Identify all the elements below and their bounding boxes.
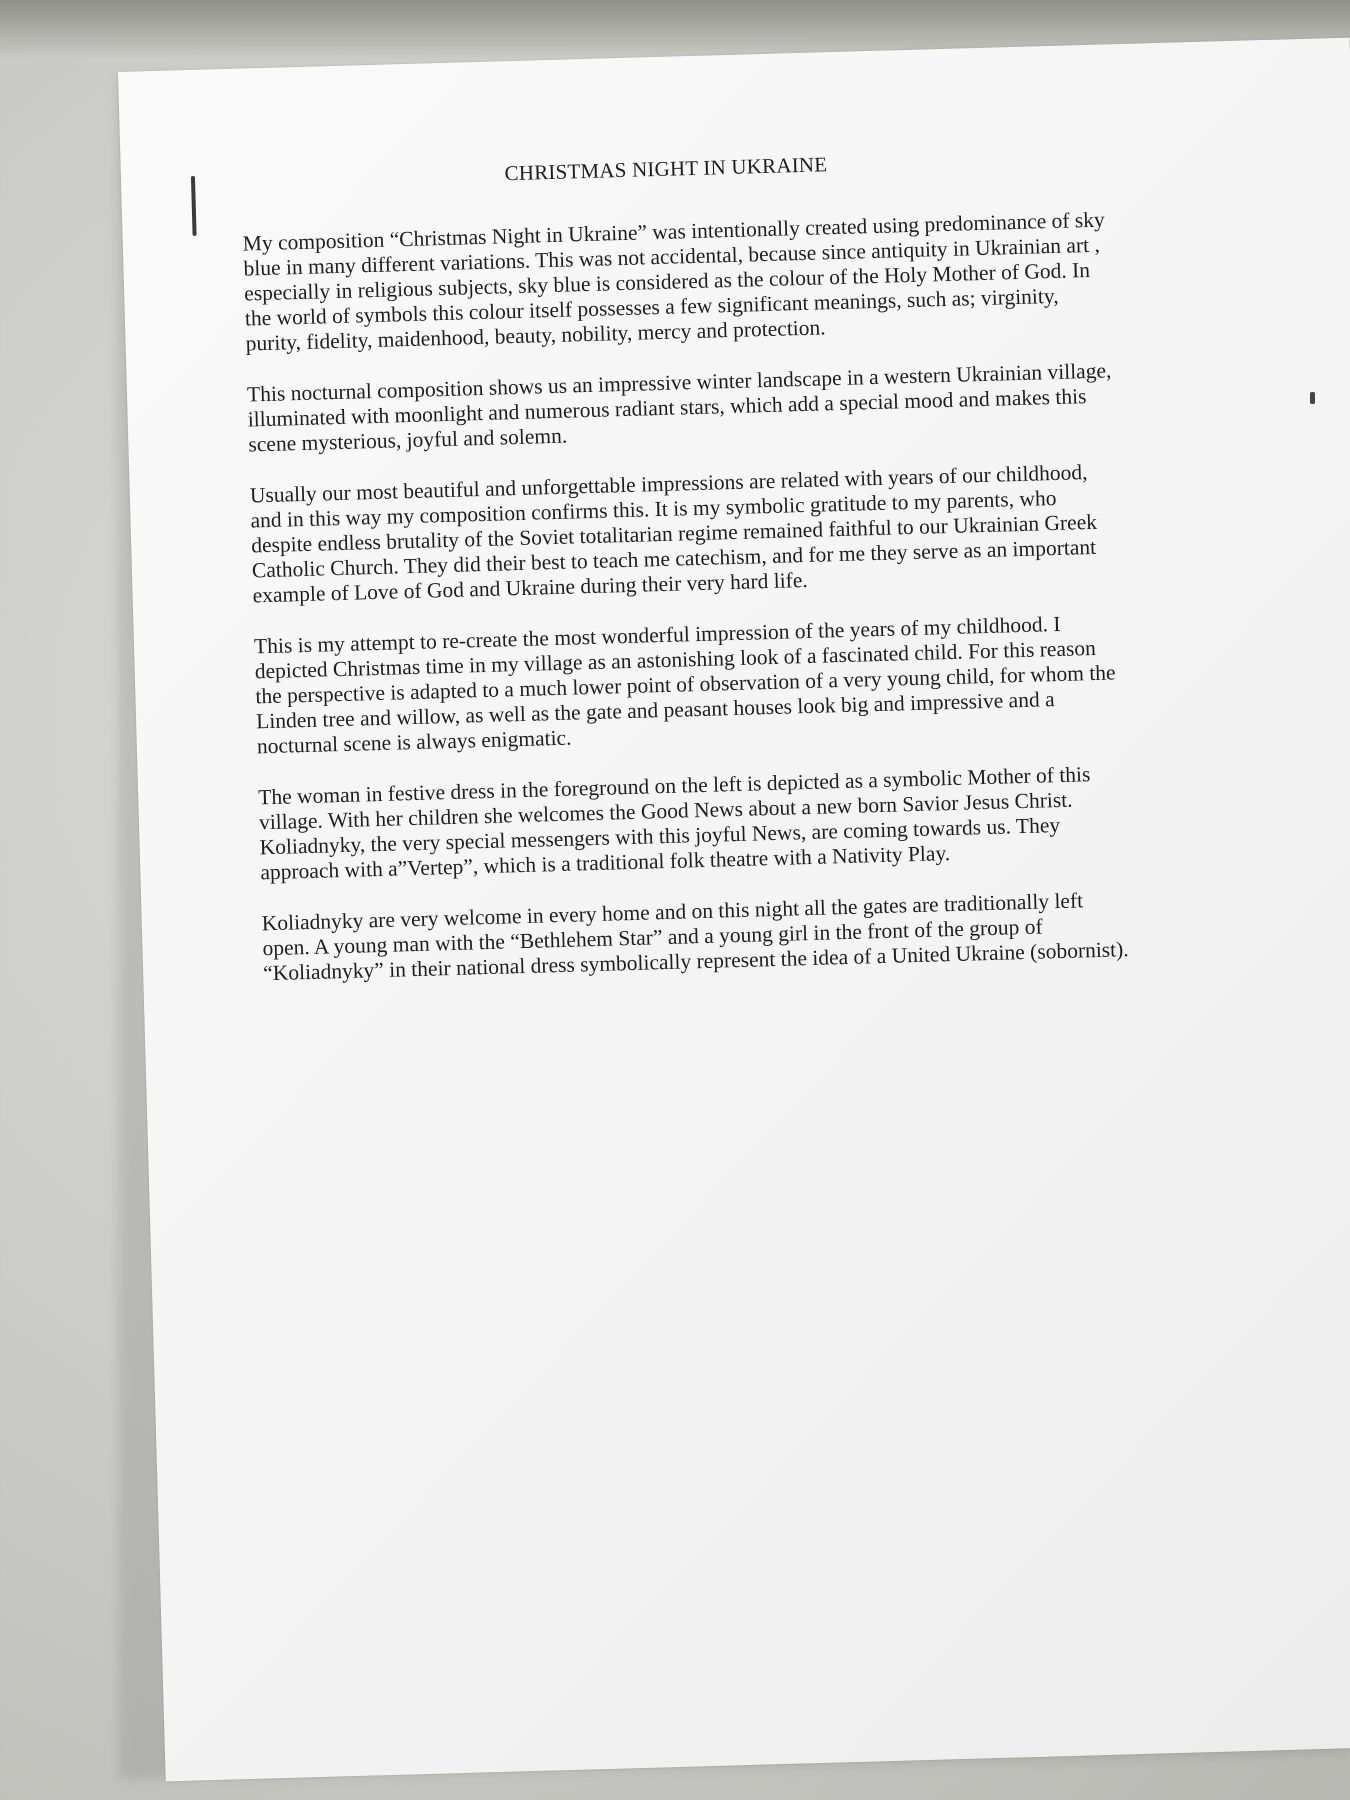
paragraph-3: Usually our most beautiful and unforgettable impressions are related with years of our childhood, and in this way my composition confirms this. It is my symbolic gratitude to my parents, who despite endless brutality of the Soviet totalitarian regime remained faithful to our Ukrainian Greek Catholic Church. They did their best to teach me catechism, and for me they serve as an important example of Love of God and Ukraine during their very hard life.: [249, 460, 1098, 608]
edge-ink-mark: [1310, 392, 1315, 404]
paragraph-1: My composition “Christmas Night in Ukraine” was intentionally created using predominance of sky blue in many different variations. This was not accidental, because since antiquity in Ukrainian art , especially in religious subjects, sky blue is considered as the colour of the Holy Mother of God. In the world of symbols this colour itself possesses a few significant meanings, such as; virginity, purity, fidelity, maidenhood, beauty, nobility, mercy and protection.: [242, 207, 1106, 356]
document-title: CHRISTMAS NIGHT IN UKRAINE: [504, 152, 828, 186]
paragraph-4: This is my attempt to re-create the most wonderful impression of the years of my childhood. I depicted Christmas time in my village as an astonishing look of a fascinated child. For this reason the perspective is adapted to a much lower point of observation of a very young child, for whom the Linden tree and willow, as well as the gate and peasant houses look big and impressive and a nocturnal scene is always enigmatic.: [253, 611, 1116, 759]
paragraph-6: Koliadnyky are very welcome in every home and on this night all the gates are traditionally left open. A young man with the “Bethlehem Star” and a young girl in the front of the group of “Koliadnyky” in their national dress symbolically represent the idea of a United Ukraine (sobornist).: [261, 888, 1129, 986]
paragraph-5: The woman in festive dress in the foreground on the left is depicted as a symbolic Mother of this village. With her children she welcomes the Good News about a new born Savior Jesus Christ. Koliadnyky, the very special messengers with this joyful News, are coming towards us. They approach with a”Vertep”, which is a traditional folk theatre with a Nativity Play.: [257, 762, 1091, 885]
document-body: [241, 144, 1134, 1012]
paragraph-2: This nocturnal composition shows us an impressive winter landscape in a western Ukrainian village, illuminated with moonlight and numerous radiant stars, which add a special mood and makes this scene mysterious, joyful and solemn.: [246, 358, 1112, 457]
paper-sheet: [118, 38, 1350, 1782]
staple-mark: [191, 176, 197, 236]
